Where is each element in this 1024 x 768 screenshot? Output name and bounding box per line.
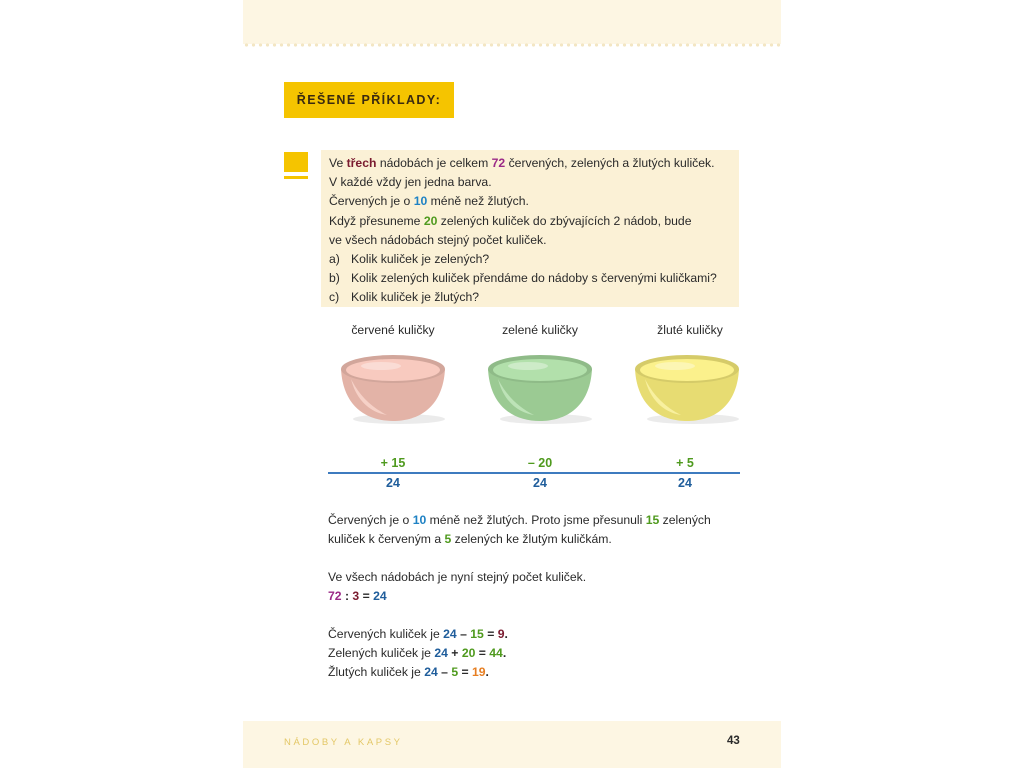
bowl-glare <box>508 362 548 370</box>
delta-yellow: + 5 <box>676 456 694 470</box>
bowl-label-red: červené kuličky <box>351 323 435 337</box>
delta-red: + 15 <box>380 456 406 470</box>
problem-marker-icon <box>284 152 308 172</box>
question-b: b) Kolik zelených kuliček přendáme do nádoby s červenými kuličkami? <box>329 271 717 286</box>
explanation-paragraph <box>328 511 748 549</box>
problem-line-5: ve všech nádobách stejný počet kuliček. <box>329 232 547 247</box>
problem-marker-line <box>284 176 308 179</box>
question-a: a) Kolik kuliček je zelených? <box>329 252 490 267</box>
page-footer <box>243 721 781 768</box>
bowl-label-green: zelené kuličky <box>502 323 578 337</box>
answer-green: Zelených kuliček je 24 + 20 = 44. <box>328 646 507 661</box>
equal-count-paragraph <box>328 568 748 606</box>
book-page <box>243 0 781 768</box>
divider-line <box>328 472 740 474</box>
green-bowl <box>484 345 596 427</box>
bowl-inside <box>640 359 734 381</box>
red-bowl <box>337 345 449 427</box>
answer-yellow: Žlutých kuliček je 24 – 5 = 19. <box>328 665 489 680</box>
yellow-bowl <box>631 345 743 427</box>
top-band <box>243 0 781 44</box>
bowl-inside <box>346 359 440 381</box>
bowl-glare <box>655 362 695 370</box>
problem-line-3: Červených je o 10 méně než žlutých. <box>329 194 529 209</box>
explanation-line-2: kuliček k červeným a 5 zelených ke žlutým kuličkám. <box>328 532 612 547</box>
problem-box <box>321 150 739 307</box>
decorative-dots <box>243 42 781 48</box>
question-c: c) Kolik kuliček je žlutých? <box>329 290 480 305</box>
section-heading: ŘEŠENÉ PŘÍKLADY: <box>284 82 454 118</box>
result-red: 24 <box>386 476 400 490</box>
problem-line-1: Ve třech nádobách je celkem 72 červených, zelených a žlutých kuliček. <box>329 156 715 170</box>
equal-count-line: Ve všech nádobách je nyní stejný počet kuliček. <box>328 570 587 584</box>
delta-green: – 20 <box>527 456 553 470</box>
explanation-line-1: Červených je o 10 méně než žlutých. Proto jsme přesunuli 15 zelených <box>328 513 711 527</box>
result-green: 24 <box>533 476 547 490</box>
result-yellow: 24 <box>678 476 692 490</box>
division-equation: 72 : 3 = 24 <box>328 589 387 604</box>
answers-block <box>328 625 748 683</box>
answer-red: Červených kuliček je 24 – 15 = 9. <box>328 627 508 641</box>
problem-line-2: V každé vždy jen jedna barva. <box>329 175 492 190</box>
chapter-title: NÁDOBY A KAPSY <box>284 737 403 748</box>
bowl-glare <box>361 362 401 370</box>
bowl-label-yellow: žluté kuličky <box>657 323 723 337</box>
page-number: 43 <box>727 735 740 747</box>
bowl-inside <box>493 359 587 381</box>
problem-line-4: Když přesuneme 20 zelených kuliček do zbývajících 2 nádob, bude <box>329 213 692 228</box>
